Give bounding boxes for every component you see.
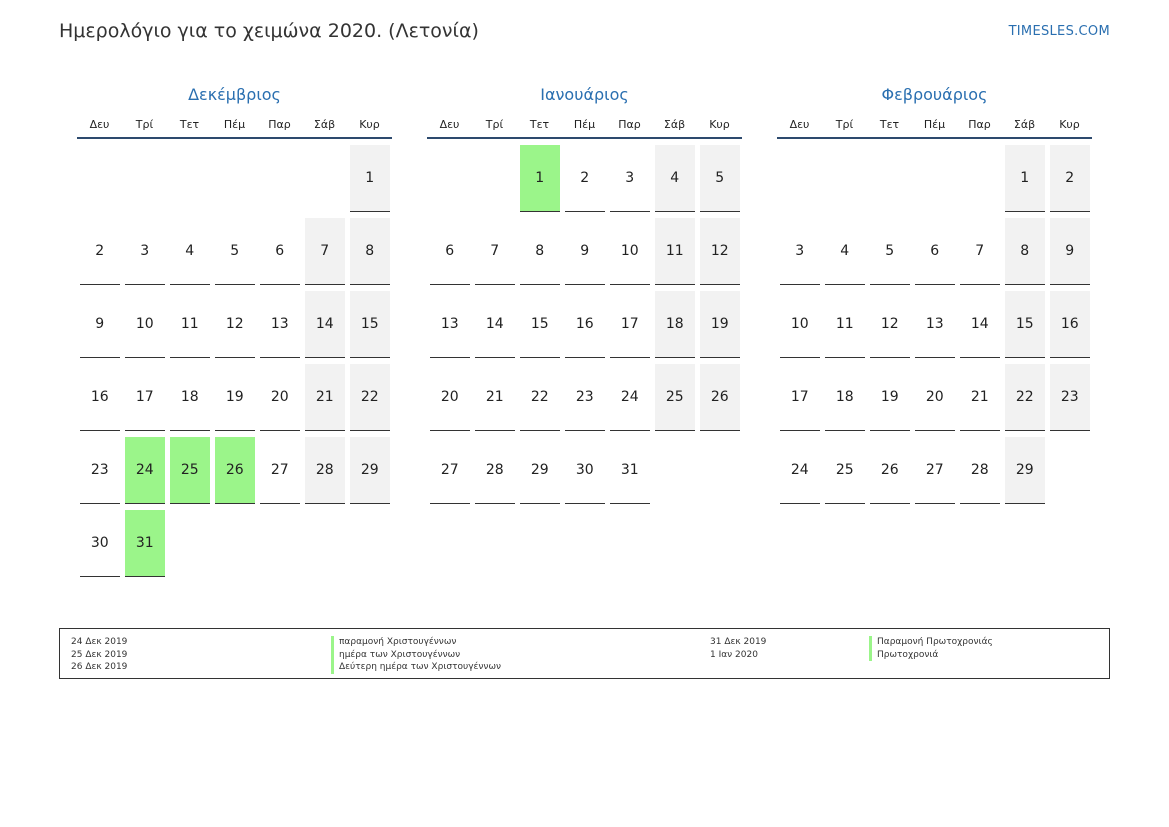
day-cell[interactable]: 30 [80,510,121,577]
day-cell[interactable]: 6 [915,218,956,285]
empty-day-cell [870,145,911,212]
week-row [427,142,742,215]
day-cell[interactable]: 15 [520,291,561,358]
weekday-header [427,118,742,139]
legend-holiday-name: παραμονή Χριστουγέννων [331,636,501,649]
empty-day-cell [960,145,1001,212]
week-row [777,361,1092,434]
day-cell[interactable]: 29 [520,437,561,504]
empty-day-cell [260,510,301,577]
weekday-label: Σάβ [313,118,336,131]
day-cell[interactable]: 1 [1005,145,1046,212]
weekday-label: Τρί [485,118,504,131]
holiday-day-cell[interactable]: 1 [520,145,561,212]
empty-day-cell [215,145,256,212]
weekday-header [777,118,1092,139]
day-cell[interactable]: 7 [475,218,516,285]
day-cell[interactable]: 5 [700,145,741,212]
day-cell[interactable]: 13 [260,291,301,358]
day-cell[interactable]: 10 [780,291,821,358]
week-row [777,215,1092,288]
empty-day-cell [350,510,391,577]
day-cell[interactable]: 23 [80,437,121,504]
day-cell[interactable]: 26 [700,364,741,431]
holiday-day-cell[interactable]: 24 [125,437,166,504]
day-cell[interactable]: 14 [475,291,516,358]
legend-left-dates [71,636,127,674]
week-row [77,361,392,434]
day-cell[interactable]: 15 [350,291,391,358]
week-row [77,142,392,215]
day-cell[interactable]: 31 [610,437,651,504]
weekday-label: Πέμ [923,118,946,131]
week-row [427,434,742,507]
legend-holiday-name: Παραμονή Πρωτοχρονιάς [869,636,993,649]
day-cell[interactable]: 18 [655,291,696,358]
site-link[interactable]: TIMESLES.COM [1008,24,1110,39]
weekday-label: Δευ [439,118,460,131]
day-cell[interactable]: 21 [475,364,516,431]
day-cell[interactable]: 23 [1050,364,1091,431]
legend-date: 31 Δεκ 2019 [710,637,767,647]
day-cell[interactable]: 22 [1005,364,1046,431]
day-cell[interactable]: 9 [1050,218,1091,285]
legend-left-names [331,636,501,674]
weekday-label: Δευ [789,118,810,131]
day-cell[interactable]: 21 [960,364,1001,431]
day-cell[interactable]: 18 [825,364,866,431]
day-cell[interactable]: 10 [125,291,166,358]
day-cell[interactable]: 11 [825,291,866,358]
day-cell[interactable]: 19 [215,364,256,431]
day-cell[interactable]: 27 [430,437,471,504]
empty-day-cell [700,437,741,504]
day-cell[interactable]: 25 [655,364,696,431]
day-cell[interactable]: 3 [610,145,651,212]
day-cell[interactable]: 7 [305,218,346,285]
day-cell[interactable]: 11 [655,218,696,285]
day-cell[interactable]: 6 [260,218,301,285]
day-cell[interactable]: 16 [1050,291,1091,358]
month-calendar [777,84,1092,507]
day-cell[interactable]: 22 [520,364,561,431]
legend-right-names [869,636,993,661]
day-cell[interactable]: 7 [960,218,1001,285]
day-cell[interactable]: 2 [1050,145,1091,212]
day-cell[interactable]: 12 [870,291,911,358]
day-cell[interactable]: 9 [565,218,606,285]
page-title: Ημερολόγιο για το χειμώνα 2020. (Λετονία) [59,20,479,42]
empty-day-cell [825,145,866,212]
day-cell[interactable]: 8 [1005,218,1046,285]
empty-day-cell [260,145,301,212]
weekday-label: Κυρ [1059,118,1080,131]
day-cell[interactable]: 14 [960,291,1001,358]
weekday-label: Πέμ [573,118,596,131]
legend-date: 24 Δεκ 2019 [71,637,128,647]
day-cell[interactable]: 5 [215,218,256,285]
legend-right-dates [710,636,766,661]
empty-day-cell [1050,437,1091,504]
legend-date: 26 Δεκ 2019 [71,662,128,672]
month-name: Ιανουάριος [540,85,629,104]
day-cell[interactable]: 25 [825,437,866,504]
weekday-header [77,118,392,139]
day-cell[interactable]: 24 [610,364,651,431]
day-cell[interactable]: 12 [215,291,256,358]
day-cell[interactable]: 26 [870,437,911,504]
weekday-label: Παρ [618,118,641,131]
day-cell[interactable]: 3 [125,218,166,285]
day-cell[interactable]: 6 [430,218,471,285]
day-cell[interactable]: 4 [170,218,211,285]
day-cell[interactable]: 5 [870,218,911,285]
holiday-day-cell[interactable]: 25 [170,437,211,504]
month-calendar [77,84,392,580]
day-cell[interactable]: 15 [1005,291,1046,358]
week-row [427,288,742,361]
week-row [427,361,742,434]
day-cell[interactable]: 18 [170,364,211,431]
weekday-label: Σάβ [663,118,686,131]
weekday-label: Τετ [179,118,200,131]
day-cell[interactable]: 23 [565,364,606,431]
day-cell[interactable]: 20 [430,364,471,431]
legend-date: 25 Δεκ 2019 [71,649,128,660]
weekday-label: Τρί [135,118,154,131]
empty-day-cell [170,510,211,577]
day-cell[interactable]: 19 [870,364,911,431]
legend-holiday-name: Πρωτοχρονιά [869,649,993,662]
weekday-label: Κυρ [359,118,380,131]
day-cell[interactable]: 17 [610,291,651,358]
day-cell[interactable]: 17 [125,364,166,431]
weekday-label: Δευ [89,118,110,131]
day-cell[interactable]: 27 [915,437,956,504]
week-row [777,288,1092,361]
legend-holiday-name: ημέρα των Χριστουγέννων [331,649,501,662]
week-row [777,434,1092,507]
day-cell[interactable]: 3 [780,218,821,285]
day-cell[interactable]: 2 [80,218,121,285]
week-row [77,288,392,361]
day-cell[interactable]: 13 [915,291,956,358]
weekday-label: Παρ [268,118,291,131]
day-cell[interactable]: 30 [565,437,606,504]
holiday-legend [59,628,1110,679]
empty-day-cell [430,145,471,212]
week-row [77,434,392,507]
day-cell[interactable]: 2 [565,145,606,212]
day-cell[interactable]: 20 [915,364,956,431]
weekday-label: Πέμ [223,118,246,131]
day-cell[interactable]: 29 [1005,437,1046,504]
day-cell[interactable]: 4 [825,218,866,285]
empty-day-cell [305,510,346,577]
week-row [777,142,1092,215]
day-cell[interactable]: 1 [350,145,391,212]
month-calendar [427,84,742,507]
empty-day-cell [215,510,256,577]
month-name: Φεβρουάριος [881,85,988,104]
empty-day-cell [475,145,516,212]
day-cell[interactable]: 20 [260,364,301,431]
day-cell[interactable]: 17 [780,364,821,431]
day-cell[interactable]: 28 [960,437,1001,504]
day-cell[interactable]: 13 [430,291,471,358]
day-cell[interactable]: 16 [80,364,121,431]
month-name: Δεκέμβριος [188,85,281,104]
empty-day-cell [655,437,696,504]
empty-day-cell [915,145,956,212]
weekday-label: Τρί [835,118,854,131]
weekday-label: Σάβ [1013,118,1036,131]
holiday-day-cell[interactable]: 31 [125,510,166,577]
weekday-label: Τετ [879,118,900,131]
day-cell[interactable]: 4 [655,145,696,212]
weekday-label: Τετ [529,118,550,131]
day-cell[interactable]: 8 [520,218,561,285]
legend-date: 1 Ιαν 2020 [710,649,758,660]
day-cell[interactable]: 29 [350,437,391,504]
day-cell[interactable]: 24 [780,437,821,504]
day-cell[interactable]: 21 [305,364,346,431]
day-cell[interactable]: 9 [80,291,121,358]
empty-day-cell [125,145,166,212]
day-cell[interactable]: 12 [700,218,741,285]
week-row [77,215,392,288]
day-cell[interactable]: 14 [305,291,346,358]
empty-day-cell [170,145,211,212]
day-cell[interactable]: 28 [475,437,516,504]
day-cell[interactable]: 27 [260,437,301,504]
legend-holiday-name: Δεύτερη ημέρα των Χριστουγέννων [331,661,501,674]
week-row [77,507,392,580]
empty-day-cell [305,145,346,212]
day-cell[interactable]: 28 [305,437,346,504]
day-cell[interactable]: 22 [350,364,391,431]
holiday-day-cell[interactable]: 26 [215,437,256,504]
empty-day-cell [80,145,121,212]
day-cell[interactable]: 11 [170,291,211,358]
week-row [427,215,742,288]
day-cell[interactable]: 10 [610,218,651,285]
weekday-label: Παρ [968,118,991,131]
empty-day-cell [780,145,821,212]
day-cell[interactable]: 8 [350,218,391,285]
day-cell[interactable]: 16 [565,291,606,358]
day-cell[interactable]: 19 [700,291,741,358]
weekday-label: Κυρ [709,118,730,131]
